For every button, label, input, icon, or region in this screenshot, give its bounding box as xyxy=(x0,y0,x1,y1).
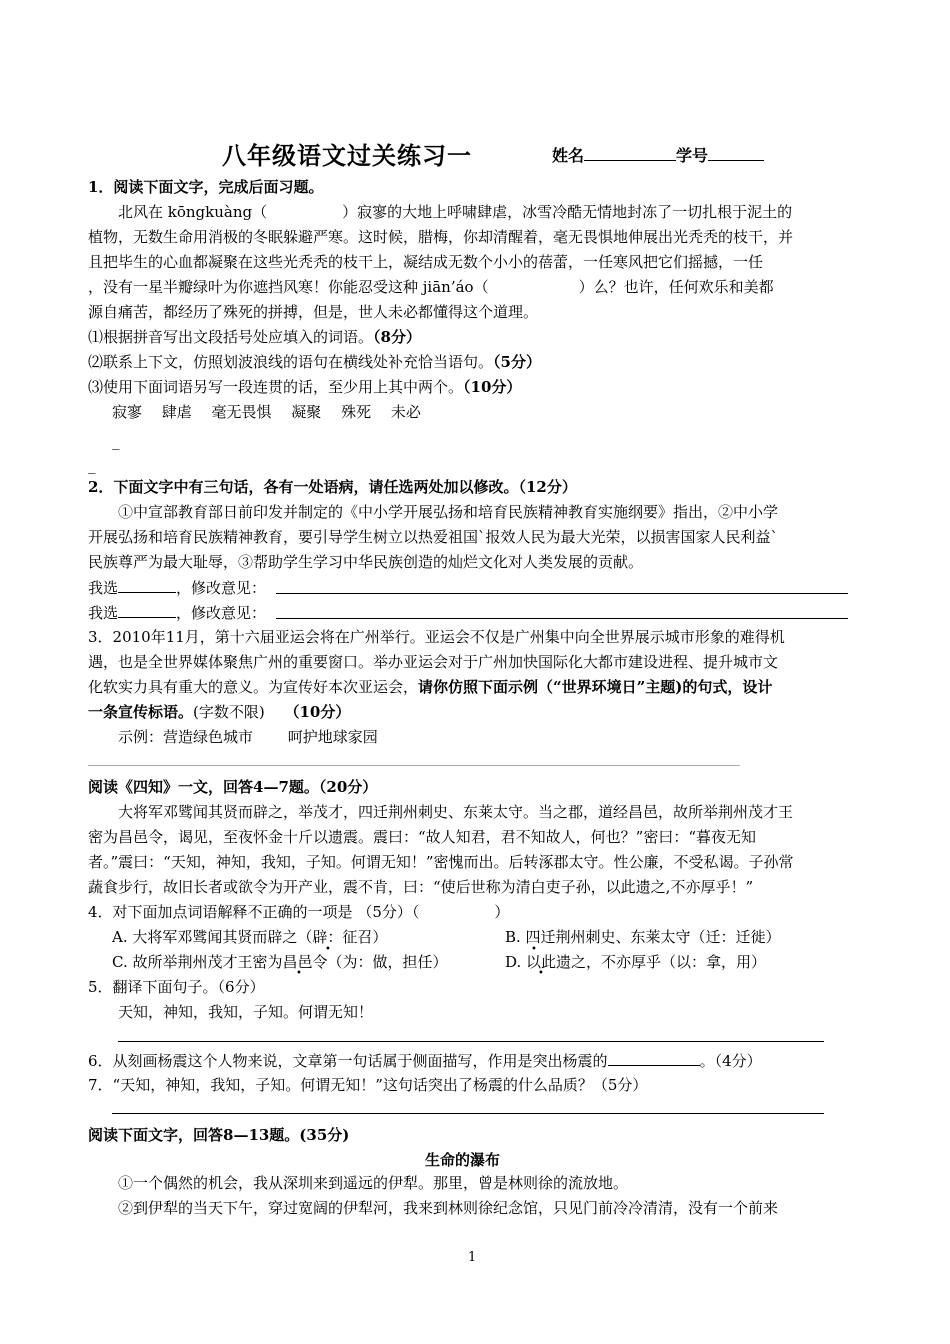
name-blank[interactable] xyxy=(584,144,676,161)
waterfall-heading: 阅读下面文字，回答8—13题。(35分) xyxy=(88,1126,350,1144)
q7-question: 7．“天知，神知，我知，子知。何谓无知！”这句话突出了杨震的什么品质？（5分） xyxy=(88,1076,648,1094)
q3-instruction: 请你仿照下面示例（“世界环境日”主题)的句式，设计 xyxy=(418,678,773,696)
q5-question: 5．翻译下面句子。（6分） xyxy=(88,978,265,996)
q6-text: 6．从刻画杨震这个人物来说，文章第一句话属于侧面描写，作用是突出杨震的 xyxy=(88,1052,608,1070)
q3-score: （10分） xyxy=(284,703,351,721)
q2-advice-line[interactable] xyxy=(276,593,848,594)
q2-choice-blank[interactable] xyxy=(118,601,176,618)
sizhi-passage-line: 者。”震曰：“天知，神知，我知，子知。何谓无知！”密愧而出。后转涿郡太守。性公廉，不受私谒。子孙常 xyxy=(88,853,794,871)
emphasis-dot: • xyxy=(538,968,544,979)
sizhi-passage-line: 蔬食步行，故旧长者或欲令为开产业，震不肯，曰：“使后世称为清白吏子孙，以此遗之,不亦厚乎！” xyxy=(88,878,754,896)
q2-heading: 2．下面文字中有三句话，各有一处语病，请任选两处加以修改。（12分） xyxy=(88,478,577,496)
q1-sub2-score: （5分） xyxy=(493,353,541,371)
emphasis-dot: • xyxy=(296,968,302,979)
q1-sub1-text: ⑴根据拼音写出文段括号处应填入的词语。 xyxy=(88,328,374,346)
q2-choose-label: 我选 xyxy=(88,579,119,597)
q4-question: 4．对下面加点词语解释不正确的一项是 （5分）（ ） xyxy=(88,903,510,921)
q1-answer-line[interactable]: _ xyxy=(112,432,120,450)
sizhi-passage-line: 密为昌邑令，谒见，至夜怀金十斤以遗震。震曰：“故人知君，君不知故人，何也？”密曰：“暮夜无知 xyxy=(88,828,757,846)
q3-line xyxy=(88,701,350,723)
q1-passage-line: 北风在 kōngkuàng（ ）寂寥的大地上呼啸肆虐，冰雪冷酷无情地封冻了一切扎根于泥土的 xyxy=(88,203,793,221)
q6-blank[interactable] xyxy=(608,1049,700,1066)
q1-sub1 xyxy=(88,326,421,348)
q3-answer-line[interactable] xyxy=(88,765,740,766)
q1-heading: 1．阅读下面文字，完成后面习题。 xyxy=(88,178,324,196)
waterfall-paragraph: ②到伊犁的当天下午，穿过宽阔的伊犁河，我来到林则徐纪念馆，只见门前冷冷清清，没有一个前来 xyxy=(118,1199,779,1217)
q3-text: 化软实力具有重大的意义。为宣传好本次亚运会， xyxy=(88,678,419,696)
q1-sub2 xyxy=(88,351,541,373)
q2-passage-line: 开展弘扬和培育民族精神教育，要引导学生树立以热爱祖国`报效人民为最大光荣，以损害国家人民利益` xyxy=(88,528,779,546)
q4-option-d[interactable]: D. 以此遗之，不亦厚乎（以：拿，用） xyxy=(505,953,767,971)
q7-answer-line[interactable] xyxy=(112,1113,824,1114)
q2-advice-label: ，修改意见： xyxy=(176,579,267,597)
q1-sub3-score: （10分） xyxy=(463,378,522,396)
q6-question xyxy=(88,1049,762,1071)
q4-option-b[interactable]: B. 四迁荆州刺史、东莱太守（迁：迁徙） xyxy=(505,928,781,946)
emphasis-dot: • xyxy=(531,944,537,955)
q2-answer-row xyxy=(88,576,266,598)
q4-option-a[interactable]: A. 大将军邓骘闻其贤而辟之（辟：征召） xyxy=(112,928,388,946)
q1-passage-line: 源自痛苦，都经历了殊死的拼搏，但是，世人未必都懂得这个道理。 xyxy=(88,303,539,321)
q2-advice-line[interactable] xyxy=(276,618,848,619)
q1-passage-line: 且把毕生的心血都凝聚在这些光秃秃的枝干上，凝结成无数个小小的蓓蕾，一任寒风把它们摇撼，一任 xyxy=(88,253,764,271)
q2-choose-label: 我选 xyxy=(88,604,119,622)
q1-sub1-score: （8分） xyxy=(373,328,421,346)
q4-option-c[interactable]: C. 故所举荆州茂才王密为昌邑令（为：做，担任） xyxy=(112,953,448,971)
emphasis-dot: • xyxy=(325,944,331,955)
q5-sentence: 天知，神知，我知，子知。何谓无知！ xyxy=(88,1003,374,1021)
q3-example: 示例：营造绿色城市 呵护地球家园 xyxy=(88,728,378,746)
waterfall-title: 生命的瀑布 xyxy=(425,1151,501,1169)
q1-sub2-text: ⑵联系上下文，仿照划波浪线的语句在横线处补充恰当语句。 xyxy=(88,353,494,371)
q2-advice-label: ，修改意见： xyxy=(176,604,267,622)
page-title: 八年级语文过关练习一 xyxy=(222,141,472,170)
q1-passage-line: 植物，无数生命用消极的冬眠躲避严寒。这时候，腊梅，你却清醒着，毫无畏惧地伸展出光秃秃的枝干，并 xyxy=(88,228,794,246)
name-label: 姓名 xyxy=(552,146,585,165)
q2-answer-row xyxy=(88,601,266,623)
waterfall-paragraph: ①一个偶然的机会，我从深圳来到遥远的伊犁。那里，曾是林则徐的流放地。 xyxy=(118,1174,629,1192)
q3-line xyxy=(88,676,772,698)
number-blank[interactable] xyxy=(708,144,764,161)
q3-line: 遇，也是全世界媒体聚焦广州的重要窗口。举办亚运会对于广州加快国际化大都市建设进程、提升城市文 xyxy=(88,653,779,671)
q2-passage-line: ①中宣部教育部日前印发并制定的《中小学开展弘扬和培育民族精神教育实施纲要》指出，②中小学 xyxy=(88,503,779,521)
number-label: 学号 xyxy=(676,146,709,165)
q1-answer-line[interactable]: _ xyxy=(88,456,96,474)
q5-answer-line[interactable] xyxy=(118,1041,824,1042)
page-number: 1 xyxy=(468,1250,477,1265)
q2-choice-blank[interactable] xyxy=(118,576,176,593)
q2-passage-line: 民族尊严为最大耻辱，③帮助学生学习中华民族创造的灿烂文化对人类发展的贡献。 xyxy=(88,553,644,571)
sizhi-heading: 阅读《四知》一文，回答4—7题。（20分） xyxy=(88,778,378,796)
q3-instruction: 一条宣传标语。 xyxy=(88,703,194,721)
q1-passage-line: ，没有一星半瓣绿叶为你遮挡风寒！你能忍受这种 jiān’áo（ ）么？也许，任何欢乐和美都 xyxy=(88,278,774,296)
q6-score: 。（4分） xyxy=(699,1052,762,1070)
q1-sub3 xyxy=(88,376,521,398)
q1-word-list: 寂寥 肆虐 毫无畏惧 凝聚 殊死 未必 xyxy=(112,403,421,421)
name-number-fields xyxy=(552,143,764,166)
q3-word-limit: (字数不限) xyxy=(193,703,285,721)
sizhi-passage-line: 大将军邓骘闻其贤而辟之，举茂才，四迁荆州刺史、东莱太守。当之郡，道经昌邑，故所举荆州茂才王 xyxy=(88,803,794,821)
q1-sub3-text: ⑶使用下面词语另写一段连贯的话，至少用上其中两个。 xyxy=(88,378,464,396)
q3-line: 3．2010年11月，第十六届亚运会将在广州举行。亚运会不仅是广州集中向全世界展示城市形象的难得机 xyxy=(88,628,785,646)
